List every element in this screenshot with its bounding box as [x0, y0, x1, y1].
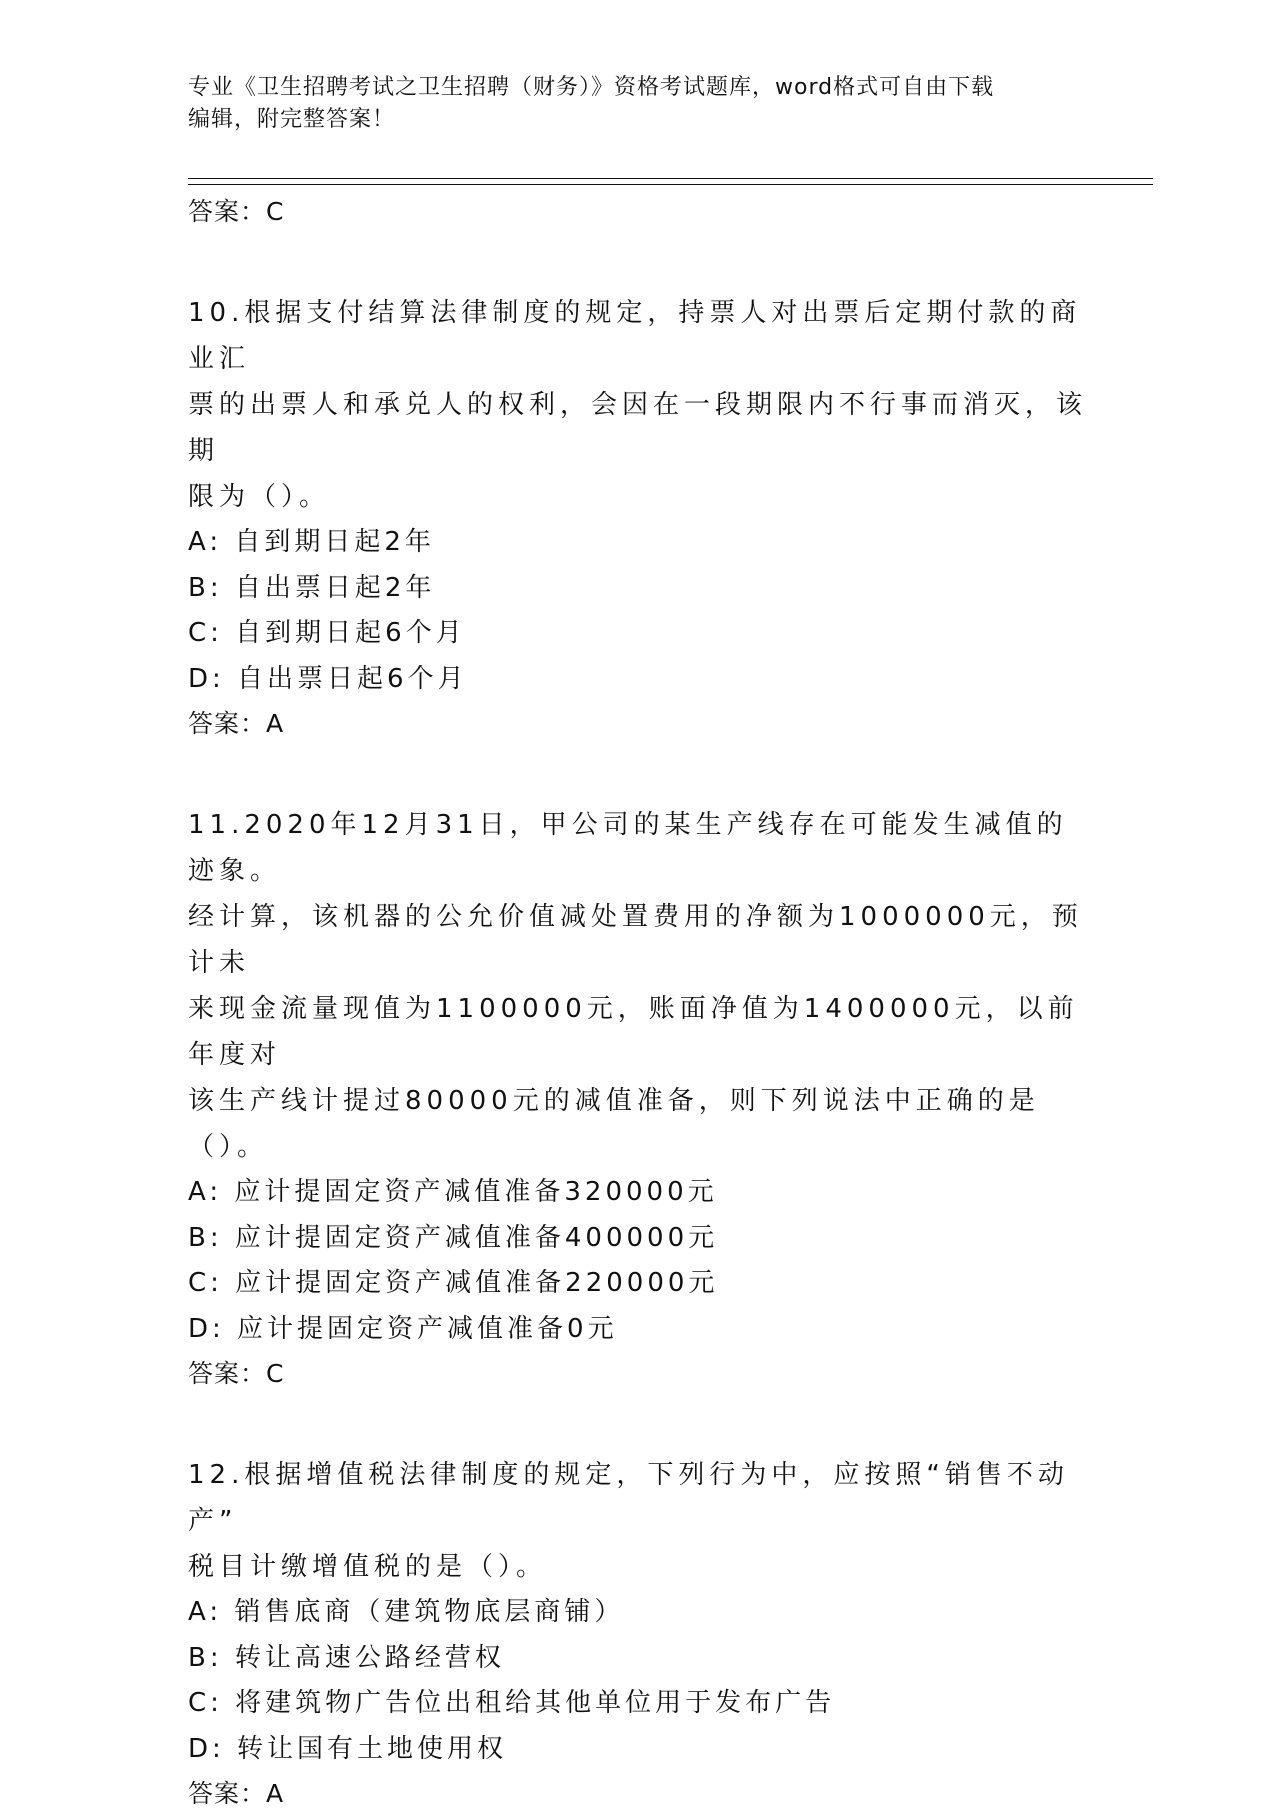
header-line-1: 专业《卫生招聘考试之卫生招聘（财务）》资格考试题库，word格式可自由下载 — [188, 75, 995, 100]
option-b: B: 自出票日起2年 — [188, 572, 436, 603]
option-d: D: 转让国有土地使用权 — [188, 1733, 508, 1764]
question-list — [188, 190, 1088, 1816]
header-divider — [188, 178, 1153, 185]
answer: 答案：A — [188, 1779, 285, 1808]
question-stem-line: 票的出票人和承兑人的权利，会因在一段期限内不行事而消灭，该期 — [188, 390, 1088, 466]
option-d: D: 应计提固定资产减值准备0元 — [188, 1313, 618, 1344]
question-stem-line: 该生产线计提过80000元的减值准备，则下列说法中正确的是（）。 — [188, 1086, 1040, 1162]
question-12 — [188, 1452, 1088, 1816]
question-10 — [188, 290, 1088, 746]
question-stem-line: 10.根据支付结算法律制度的规定，持票人对出票后定期付款的商业汇 — [188, 298, 1082, 374]
option-c: C: 将建筑物广告位出租给其他单位用于发布广告 — [188, 1688, 836, 1718]
header-line-2: 编辑，附完整答案！ — [188, 107, 396, 132]
previous-question-answer: 答案：C — [188, 197, 285, 226]
document-header — [188, 72, 1068, 136]
question-stem-line: 来现金流量现值为1100000元，账面净值为1400000元，以前年度对 — [188, 994, 1079, 1070]
option-c: C: 自到期日起6个月 — [188, 618, 466, 648]
option-d: D: 自出票日起6个月 — [188, 663, 468, 694]
answer: 答案：C — [188, 1359, 285, 1388]
answer: 答案：A — [188, 709, 285, 738]
option-c: C: 应计提固定资产减值准备220000元 — [188, 1268, 719, 1298]
question-stem-line: 12.根据增值税法律制度的规定，下列行为中，应按照“销售不动产” — [188, 1460, 1069, 1536]
option-a: A: 自到期日起2年 — [188, 527, 435, 557]
option-a: A: 销售底商（建筑物底层商铺） — [188, 1597, 625, 1627]
question-11 — [188, 802, 1088, 1396]
option-b: B: 转让高速公路经营权 — [188, 1642, 505, 1673]
question-stem-line: 11.2020年12月31日，甲公司的某生产线存在可能发生减值的迹象。 — [188, 810, 1068, 886]
question-stem-line: 经计算，该机器的公允价值减处置费用的净额为1000000元，预计未 — [188, 902, 1083, 978]
option-a: A: 应计提固定资产减值准备320000元 — [188, 1177, 718, 1207]
question-stem-line: 税目计缴增值税的是（）。 — [188, 1552, 548, 1582]
question-stem-line: 限为（）。 — [188, 482, 331, 512]
option-b: B: 应计提固定资产减值准备400000元 — [188, 1222, 719, 1253]
